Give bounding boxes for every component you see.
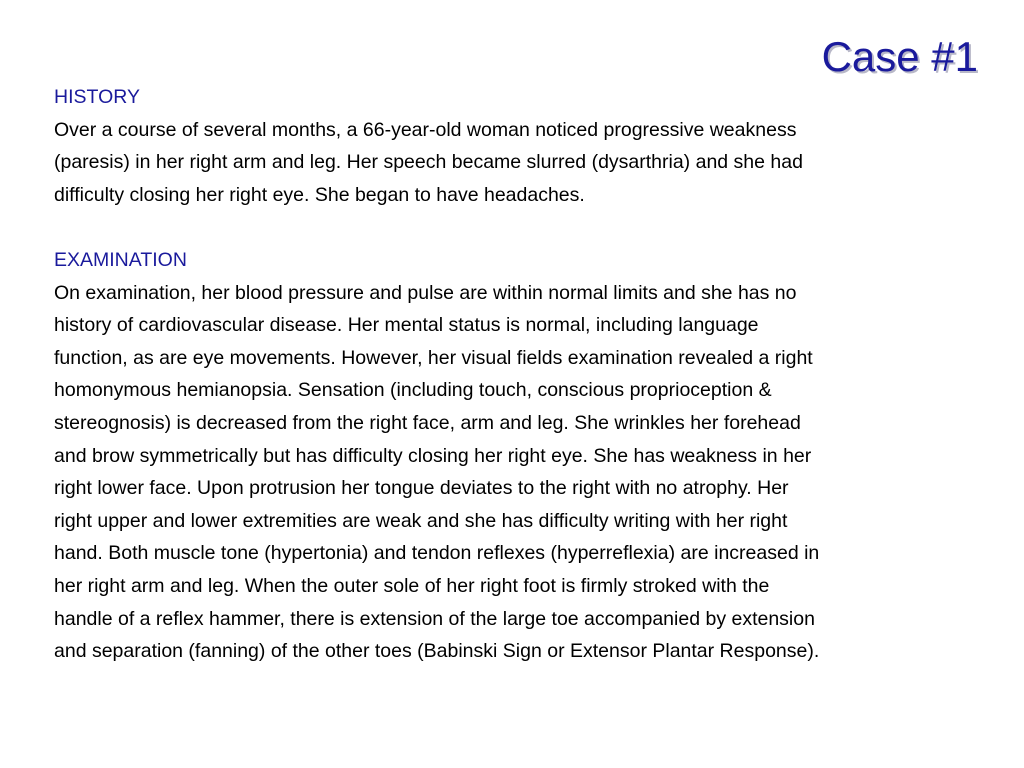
examination-line: On examination, her blood pressure and pulse are within normal limits and she has no [54,281,797,304]
examination-line: stereognosis) is decreased from the right face, arm and leg. She wrinkles her forehead [54,411,801,434]
history-section [54,81,974,211]
examination-heading: EXAMINATION [54,248,187,271]
history-line: Over a course of several months, a 66-year-old woman noticed progressive weakness [54,118,797,141]
history-heading: HISTORY [54,86,140,108]
examination-line: right lower face. Upon protrusion her tongue deviates to the right with no atrophy. Her [54,477,789,500]
examination-line: and brow symmetrically but has difficulty closing her right eye. She has weakness in her [54,444,812,467]
examination-line: hand. Both muscle tone (hypertonia) and tendon reflexes (hyperreflexia) are increased in [54,542,820,565]
history-line: difficulty closing her right eye. She began to have headaches. [54,183,585,206]
examination-line: and separation (fanning) of the other toes (Babinski Sign or Extensor Plantar Response). [54,640,820,663]
examination-line: homonymous hemianopsia. Sensation (including touch, conscious proprioception & [54,379,772,402]
history-text [54,114,974,212]
section-spacer [54,211,974,244]
examination-line: history of cardiovascular disease. Her mental status is normal, including language [54,314,759,337]
examination-line: handle of a reflex hammer, there is extension of the large toe accompanied by extension [54,607,815,630]
examination-line: function, as are eye movements. However, her visual fields examination revealed a right [54,346,813,369]
slide-title: Case #1 [821,33,978,80]
examination-section [54,244,974,668]
examination-line: right upper and lower extremities are weak and she has difficulty writing with her right [54,509,788,532]
history-line: (paresis) in her right arm and leg. Her speech became slurred (dysarthria) and she had [54,151,803,174]
examination-text [54,277,974,668]
examination-line: her right arm and leg. When the outer sole of her right foot is firmly stroked with the [54,574,770,597]
slide-content [54,81,974,668]
